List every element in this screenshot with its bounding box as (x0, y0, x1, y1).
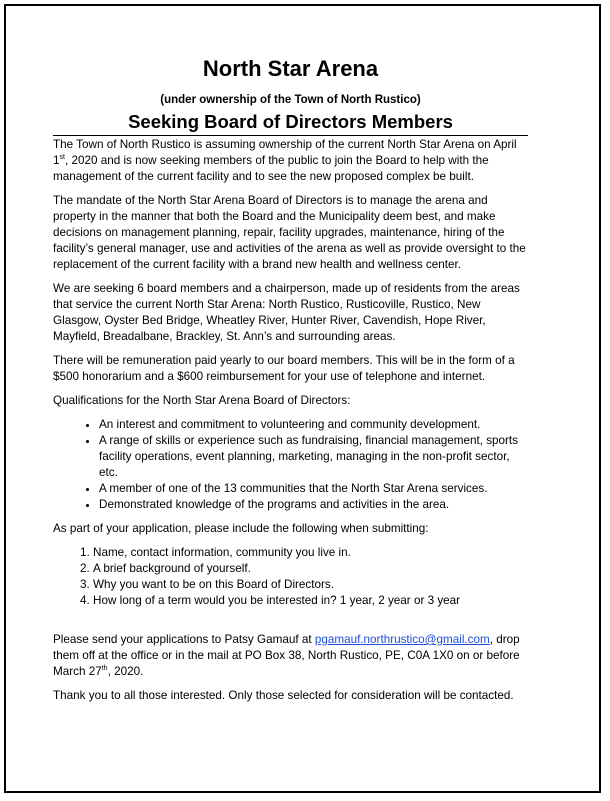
application-intro: As part of your application, please include the following when submitting: (53, 522, 429, 535)
email-link[interactable]: pgamauf.northrustico@gmail.com (314, 633, 490, 646)
list-item: 3. Why you want to be on this Board of Directors. (93, 577, 528, 593)
qualifications-intro: Qualifications for the North Star Arena Board of Directors: (53, 394, 351, 407)
list-item: • Demonstrated knowledge of the programs and activities in the area. (99, 497, 528, 513)
list-item: 4. How long of a term would you be interested in? 1 year, 2 year or 3 year (93, 593, 528, 609)
notice-content (53, 56, 528, 704)
remuneration-paragraph: There will be remuneration paid yearly to our board members. This will be in the form of a $500 honorarium and a $600 reimbursement for your use of telephone and internet. (53, 354, 515, 383)
thanks-paragraph: Thank you to all those interested. Only those selected for consideration will be contacted. (53, 689, 514, 702)
list-item: 2. A brief background of yourself. (93, 561, 528, 577)
qualifications-list (53, 417, 528, 513)
list-item: • A member of one of the 13 communities that the North Star Arena services. (99, 481, 528, 497)
list-item: 1. Name, contact information, community you live in. (93, 545, 528, 561)
send-paragraph: Please send your applications to Patsy Gamauf at pgamauf.northrustico@gmail.com, drop them off at the office or in the mail at PO Box 38, North Rustico, PE, C0A 1X0 on or before March 27th, 2020. (53, 633, 520, 678)
notice-subtitle: (under ownership of the Town of North Rustico) (160, 94, 421, 106)
list-item: • An interest and commitment to volunteering and community development. (99, 417, 528, 433)
mandate-paragraph: The mandate of the North Star Arena Board of Directors is to manage the arena and property in the manner that both the Board and the Municipality deem best, and make decisions on management planning, repair, facility upgrades, maintenance, hiring of the facility’s general manager, use and activities of the arena as well as provide oversight to the replacement of the current facility with a brand new health and wellness center. (53, 194, 526, 271)
notice-title: North Star Arena (202, 56, 379, 81)
notice-heading: Seeking Board of Directors Members (53, 111, 528, 136)
application-list (53, 545, 528, 609)
seeking-paragraph: We are seeking 6 board members and a chairperson, made up of residents from the areas that service the current North Star Arena: North Rustico, Rusticoville, Rustico, New Glasgow, Oyster Bed Bridge, Wheatley River, Hunter River, Cavendish, Hope River, Mayfield, Breadalbane, Brackley, St. Ann’s and surrounding areas. (53, 282, 520, 343)
list-item: • A range of skills or experience such as fundraising, financial management, sports facility operations, event planning, marketing, managing in the non-profit sector, etc. (99, 433, 528, 481)
intro-paragraph: The Town of North Rustico is assuming ownership of the current North Star Arena on April 1st, 2020 and is now seeking members of the public to join the Board to help with the management of the current facility and to see the new proposed complex be built. (53, 138, 517, 183)
